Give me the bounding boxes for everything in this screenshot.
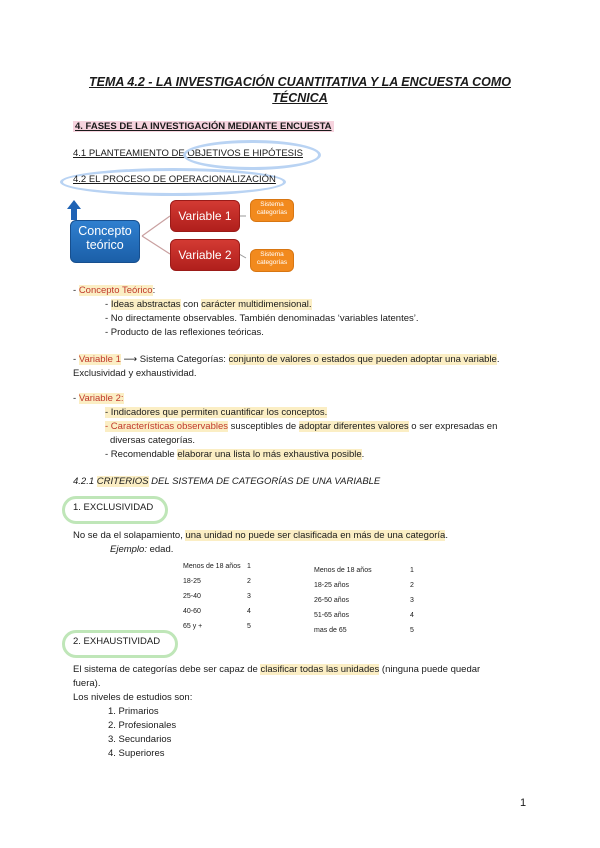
table-cell: 65 y + (183, 623, 203, 630)
table-cell: 18-25 años (314, 582, 350, 589)
table-row (183, 623, 263, 638)
text: con (180, 299, 202, 310)
blue-circle-annotation (183, 140, 321, 170)
highlight: clasificar todas las unidades (260, 664, 380, 675)
table-cell: 1 (247, 563, 251, 570)
table-cell: 1 (410, 567, 414, 574)
document-title: TEMA 4.2 - LA INVESTIGACIÓN CUANTITATIVA Y LA ENCUESTA COMO TÉCNICA (88, 75, 511, 105)
section-4-heading: 4. FASES DE LA INVESTIGACIÓN MEDIANTE ENCUESTA (75, 121, 332, 132)
niveles-item: 2. Profesionales (108, 720, 177, 731)
table-cell: 25-40 (183, 593, 201, 600)
variable-2-box: Variable 2 (170, 239, 240, 271)
dash: - (73, 285, 79, 296)
text: . (496, 354, 500, 365)
ejemplo-label: Ejemplo: (110, 544, 147, 555)
colon: : (152, 285, 156, 296)
highlight: carácter multidimensional. (201, 299, 312, 310)
exhaustividad-heading: 2. EXHAUSTIVIDAD (73, 636, 161, 647)
highlight: elaborar una lista lo más exhaustiva posible (177, 449, 362, 460)
text: ⟶ Sistema Categorías: (120, 354, 229, 365)
ejemplo-line (110, 544, 173, 555)
text: DEL SISTEMA DE CATEGORÍAS DE UNA VARIABLE (148, 476, 381, 487)
table-row (314, 597, 424, 612)
variable-2-bullet-1 (105, 407, 327, 418)
text: 4.2.1 (73, 476, 97, 487)
exhaustividad-paragraph (73, 664, 480, 675)
text: (ninguna puede quedar (379, 664, 481, 675)
table-cell: mas de 65 (314, 627, 347, 634)
table-row (314, 627, 424, 642)
table-cell: 3 (410, 597, 414, 604)
concepto-teorico-line (73, 285, 155, 296)
age-table-2 (314, 567, 424, 642)
concepto-bullet-3: - Producto de las reflexiones teóricas. (105, 327, 264, 338)
table-cell: 51-65 años (314, 612, 350, 619)
table-row (183, 563, 263, 578)
highlight: - Indicadores que permiten cuantificar los conceptos. (105, 407, 328, 418)
concepto-bullet-2: - No directamente observables. También denominadas ‘variables latentes’. (105, 313, 419, 324)
text: edad. (146, 544, 174, 555)
exclusividad-heading: 1. EXCLUSIVIDAD (73, 502, 154, 513)
highlight: adoptar diferentes valores (298, 421, 409, 432)
text: No se da el solapamiento, (73, 530, 186, 541)
dash: - (105, 299, 111, 310)
text: - Recomendable (105, 449, 178, 460)
variable-2-bullet-3 (105, 449, 364, 460)
table-cell: 4 (247, 608, 251, 615)
section-4-1-heading: 4.1 PLANTEAMIENTO DE OBJETIVOS E HIPÓTESIS (73, 148, 303, 159)
text: . (361, 449, 365, 460)
concepto-term: Concepto Teórico (78, 285, 153, 296)
text: El sistema de categorías debe ser capaz de (73, 664, 261, 675)
age-table-1 (183, 563, 263, 638)
table-cell: 2 (247, 578, 251, 585)
dash: - (73, 354, 79, 365)
sistema-categorias-box-1: Sistema categorías (250, 199, 294, 222)
text: . (445, 530, 448, 541)
table-cell: 5 (410, 627, 414, 634)
table-row (314, 567, 424, 582)
table-cell: 3 (247, 593, 251, 600)
variable-1-term: Variable 1 (78, 354, 121, 365)
table-row (183, 608, 263, 623)
table-row (183, 578, 263, 593)
niveles-item: 4. Superiores (108, 748, 165, 759)
variable-2-bullet-2 (105, 421, 497, 432)
variable-1-line (73, 354, 499, 365)
table-cell: 26-50 años (314, 597, 350, 604)
table-cell: Menos de 18 años (183, 563, 241, 570)
highlight: una unidad no puede ser clasificada en más de una categoría (185, 530, 446, 541)
up-arrow-icon (67, 200, 81, 220)
niveles-line: Los niveles de estudios son: (73, 692, 193, 703)
variable-1-line-2: Exclusividad y exhaustividad. (73, 368, 197, 379)
table-row (183, 593, 263, 608)
text: o ser expresadas en (408, 421, 498, 432)
niveles-item: 3. Secundarios (108, 734, 172, 745)
concepto-teorico-box: Concepto teórico (70, 220, 140, 263)
niveles-item: 1. Primarios (108, 706, 159, 717)
variable-2-term: Variable 2: (78, 393, 124, 404)
section-4-2-heading: 4.2 EL PROCESO DE OPERACIONALIZACIÓN (73, 174, 276, 185)
highlight: Ideas abstractas (110, 299, 181, 310)
variable-1-box: Variable 1 (170, 200, 240, 232)
highlight: conjunto de valores o estados que pueden adoptar una variable (228, 354, 497, 365)
page-number: 1 (520, 797, 527, 809)
sistema-categorias-box-2: Sistema categorías (250, 249, 294, 272)
table-cell: 40-60 (183, 608, 201, 615)
highlight: CRITERIOS (96, 476, 149, 487)
dash: - (73, 393, 79, 404)
variable-2-bullet-2-cont: diversas categorías. (110, 435, 196, 446)
table-cell: 5 (247, 623, 251, 630)
table-cell: 18-25 (183, 578, 201, 585)
table-row (314, 582, 424, 597)
table-row (314, 612, 424, 627)
exhaustividad-paragraph-cont: fuera). (73, 678, 101, 689)
text: susceptibles de (228, 421, 299, 432)
table-cell: 4 (410, 612, 414, 619)
concepto-bullet-1 (105, 299, 312, 310)
table-cell: Menos de 18 años (314, 567, 372, 574)
exclusividad-paragraph (73, 530, 448, 541)
variable-2-line (73, 393, 124, 404)
section-4-2-1-heading (73, 476, 380, 487)
highlight: - Características observables (105, 421, 229, 432)
table-cell: 2 (410, 582, 414, 589)
